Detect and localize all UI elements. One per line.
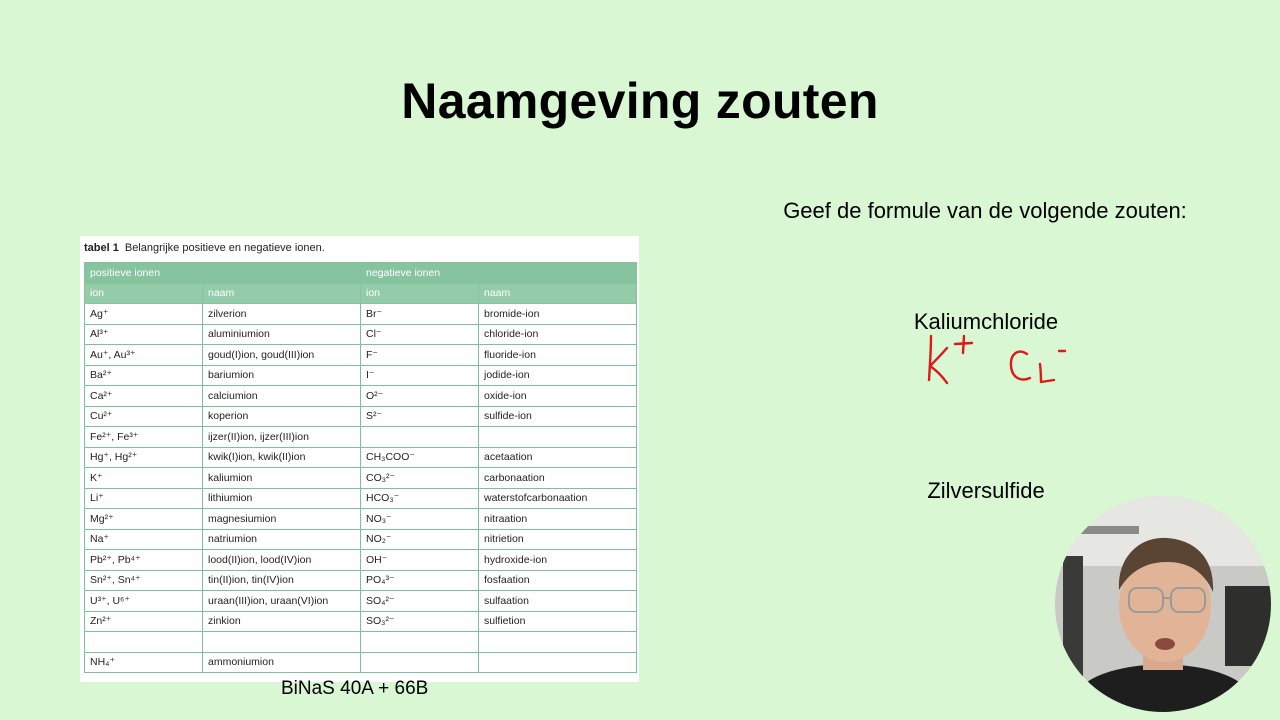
cell-positive-ion: Al³⁺ [85,324,203,345]
table-row [85,447,637,468]
cell-negative-ion: S²⁻ [361,406,479,427]
handwriting-k-stem [929,336,931,380]
cell-positive-ion: Ag⁺ [85,304,203,325]
cell-negative-ion: CO₃²⁻ [361,468,479,489]
cell-positive-name: ammoniumion [203,652,361,673]
table-row [85,509,637,530]
handwriting-k-arms [930,348,947,383]
cell-positive-name: magnesiumion [203,509,361,530]
handwritten-answer-kcl [920,330,1070,390]
cell-negative-name: bromide-ion [479,304,637,325]
cell-negative-ion: I⁻ [361,365,479,386]
source-reference: BiNaS 40A + 66B [281,678,429,699]
cell-negative-ion: O²⁻ [361,386,479,407]
cell-negative-name: sulfietion [479,611,637,632]
cell-negative-name: nitrietion [479,529,637,550]
cell-positive-ion: Au⁺, Au³⁺ [85,345,203,366]
cell-negative-name: acetaation [479,447,637,468]
table-row [85,324,637,345]
table-row [85,365,637,386]
cell-negative-ion [361,427,479,448]
cell-positive-name: zinkion [203,611,361,632]
cell-negative-name: hydroxide-ion [479,550,637,571]
cell-negative-name: chloride-ion [479,324,637,345]
cell-positive-ion: Hg⁺, Hg²⁺ [85,447,203,468]
cell-negative-ion: NO₃⁻ [361,509,479,530]
handwriting-l [1040,364,1054,382]
group-header-positive: positieve ionen [85,263,361,284]
cell-positive-ion: NH₄⁺ [85,652,203,673]
table-caption [84,242,325,254]
cell-positive-name: calciumion [203,386,361,407]
table-row [85,570,637,591]
cell-negative-ion: Br⁻ [361,304,479,325]
presenter-video-icon [1055,496,1271,712]
cell-negative-name: carbonaation [479,468,637,489]
exercise-prompt: Geef de formule van de volgende zouten: [783,198,1187,223]
cell-positive-ion: Fe²⁺, Fe³⁺ [85,427,203,448]
table-row [85,406,637,427]
handwriting-plus-horizontal [955,343,972,344]
cell-positive-name: tin(II)ion, tin(IV)ion [203,570,361,591]
cell-negative-ion: F⁻ [361,345,479,366]
presenter-webcam [1055,496,1271,712]
cell-positive-ion: K⁺ [85,468,203,489]
cell-positive-name: kaliumion [203,468,361,489]
table-caption-text: Belangrijke positieve en negatieve ionen. [124,242,325,254]
column-header-negative-ion: ion [361,283,479,304]
table-row [85,304,637,325]
cell-positive-name: lood(II)ion, lood(IV)ion [203,550,361,571]
table-column-header-row [85,283,637,304]
table-row [85,468,637,489]
cell-positive-ion [85,632,203,653]
cell-positive-name: uraan(III)ion, uraan(VI)ion [203,591,361,612]
cell-positive-name: ijzer(II)ion, ijzer(III)ion [203,427,361,448]
table-row [85,652,637,673]
column-header-positive-ion: ion [85,283,203,304]
cell-positive-ion: Ca²⁺ [85,386,203,407]
group-header-negative: negatieve ionen [361,263,637,284]
cell-negative-ion: PO₄³⁻ [361,570,479,591]
cell-negative-ion [361,652,479,673]
cell-positive-name: goud(I)ion, goud(III)ion [203,345,361,366]
table-row [85,427,637,448]
cell-positive-ion: Pb²⁺, Pb⁴⁺ [85,550,203,571]
cell-positive-name: lithiumion [203,488,361,509]
cell-positive-ion: Zn²⁺ [85,611,203,632]
cell-negative-name [479,652,637,673]
cell-negative-name: sulfide-ion [479,406,637,427]
column-header-positive-name: naam [203,283,361,304]
cell-negative-name: oxide-ion [479,386,637,407]
salt-kaliumchloride: Kaliumchloride [913,309,1059,334]
cell-negative-ion: HCO₃⁻ [361,488,479,509]
table-row [85,550,637,571]
cell-negative-name: fluoride-ion [479,345,637,366]
table-caption-label: tabel 1 [84,242,119,254]
cell-positive-name: zilverion [203,304,361,325]
cell-positive-ion: Li⁺ [85,488,203,509]
cell-negative-name: fosfaation [479,570,637,591]
cell-negative-ion: Cl⁻ [361,324,479,345]
cell-negative-ion [361,632,479,653]
cell-positive-name: koperion [203,406,361,427]
cell-positive-ion: Ba²⁺ [85,365,203,386]
handwriting-c [1011,352,1030,380]
cell-negative-ion: SO₄²⁻ [361,591,479,612]
table-row [85,529,637,550]
cell-negative-ion: SO₃²⁻ [361,611,479,632]
slide-title: Naamgeving zouten [401,73,879,129]
cell-positive-name: natriumion [203,529,361,550]
cell-negative-name: nitraation [479,509,637,530]
table-row [85,611,637,632]
cell-positive-name: kwik(I)ion, kwik(II)ion [203,447,361,468]
table-row [85,488,637,509]
cell-negative-name: jodide-ion [479,365,637,386]
ion-table-image [80,236,639,682]
table-row [85,632,637,653]
cell-negative-name [479,427,637,448]
column-header-negative-name: naam [479,283,637,304]
table-row [85,345,637,366]
table-row [85,591,637,612]
cell-positive-ion: Na⁺ [85,529,203,550]
cell-negative-name [479,632,637,653]
cell-positive-ion: Sn²⁺, Sn⁴⁺ [85,570,203,591]
cell-positive-name: aluminiumion [203,324,361,345]
cell-positive-name: bariumion [203,365,361,386]
ion-table-body [85,304,637,673]
table-row [85,386,637,407]
cell-negative-ion: CH₃COO⁻ [361,447,479,468]
table-group-header-row [85,263,637,284]
cell-positive-ion: Mg²⁺ [85,509,203,530]
cell-positive-ion: Cu²⁺ [85,406,203,427]
ion-table [84,262,637,673]
cell-negative-ion: OH⁻ [361,550,479,571]
cell-negative-ion: NO₂⁻ [361,529,479,550]
cell-positive-name [203,632,361,653]
cell-negative-name: waterstofcarbonaation [479,488,637,509]
cell-negative-name: sulfaation [479,591,637,612]
cell-positive-ion: U³⁺, U⁶⁺ [85,591,203,612]
salt-zilversulfide: Zilversulfide [927,478,1045,503]
